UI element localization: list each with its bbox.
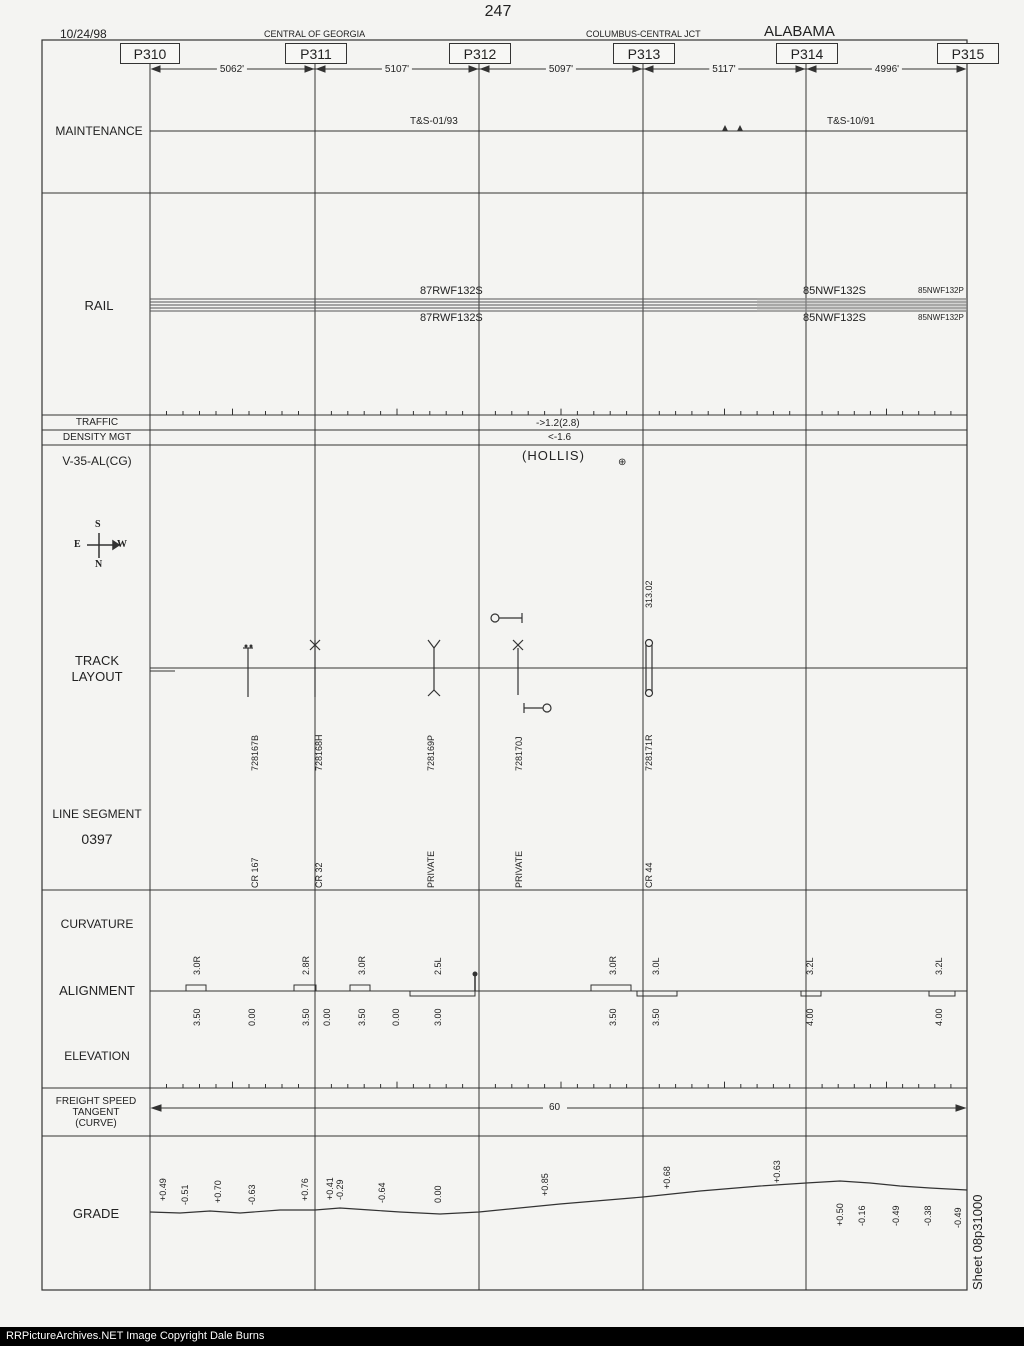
maintenance-entry: T&S-01/93	[410, 116, 458, 127]
elevation-value: 0.00	[391, 1008, 401, 1026]
elevation-value: 3.50	[608, 1008, 618, 1026]
rail-spec-lower: 85NWF132P	[918, 313, 964, 322]
elevation-value: 0.00	[322, 1008, 332, 1026]
grade-value: +0.70	[213, 1180, 223, 1203]
milepost-p310: P310	[120, 43, 180, 64]
section-tangent: TANGENT	[72, 1107, 120, 1118]
elevation-value: 4.00	[805, 1008, 815, 1026]
section-curve: (CURVE)	[75, 1118, 117, 1129]
section-layout: LAYOUT	[71, 669, 123, 684]
grade-value: -0.63	[247, 1184, 257, 1205]
section-curvature: CURVATURE	[60, 917, 134, 931]
curvature-value: 2.5L	[433, 957, 443, 975]
grade-value: -0.49	[953, 1207, 963, 1228]
section-track: TRACK	[74, 653, 120, 668]
subdivision-code: V-35-AL(CG)	[62, 454, 132, 468]
crossing-id: 728169P	[426, 734, 436, 771]
grade-value: -0.38	[923, 1205, 933, 1226]
milepost-p311: P311	[285, 43, 347, 64]
grade-value: +0.50	[835, 1203, 845, 1226]
crossing-id: 728170J	[514, 736, 524, 771]
grade-value: +0.49	[158, 1178, 168, 1201]
rail-spec-upper: 87RWF132S	[420, 285, 483, 297]
rail-spec-upper: 85NWF132P	[918, 286, 964, 295]
rail-band-shade	[757, 298, 967, 312]
crossing-id: 728168H	[314, 734, 324, 771]
rail-spec-lower: 85NWF132S	[803, 312, 866, 324]
station-name: (HOLLIS)	[522, 448, 585, 463]
crossing-road: CR 44	[644, 862, 654, 888]
section-line-segment: LINE SEGMENT	[52, 807, 142, 821]
section-freight-speed: FREIGHT SPEED	[55, 1096, 137, 1107]
maintenance-marker	[722, 125, 728, 131]
crossing-id: 728171R	[644, 734, 654, 771]
curvature-value: 3.0R	[192, 955, 202, 975]
section-density: DENSITY MGT	[62, 432, 132, 443]
grade-value: -0.64	[377, 1182, 387, 1203]
maintenance-marker	[737, 125, 743, 131]
curvature-value: 2.8R	[301, 955, 311, 975]
elevation-value: 3.50	[301, 1008, 311, 1026]
elevation-value: 3.00	[433, 1008, 443, 1026]
section-traffic: TRAFFIC	[75, 417, 119, 428]
grade-value: 0.00	[433, 1185, 443, 1203]
grade-value: -0.49	[891, 1205, 901, 1226]
milepost-p312: P312	[449, 43, 511, 64]
freight-ticks	[167, 1082, 951, 1088]
grade-value: +0.76	[300, 1178, 310, 1201]
rail-spec-upper: 85NWF132S	[803, 285, 866, 297]
grade-value: -0.29	[335, 1179, 345, 1200]
page-number: 247	[484, 3, 512, 20]
crossing-road: CR 167	[250, 857, 260, 888]
compass-south: S	[95, 519, 101, 530]
elevation-value: 4.00	[934, 1008, 944, 1026]
distance-label: 4996'	[872, 64, 902, 75]
curvature-value: 3.2L	[805, 957, 815, 975]
compass-north: N	[95, 559, 103, 570]
distance-label: 5107'	[382, 64, 412, 75]
outer-frame	[42, 40, 967, 1290]
freight-speed-value: 60	[549, 1102, 561, 1113]
copyright-bar: RRPictureArchives.NET Image Copyright Dale Burns	[0, 1327, 1024, 1346]
crossing-symbols	[243, 613, 653, 713]
elevation-value: 3.50	[651, 1008, 661, 1026]
compass-lines	[87, 533, 119, 558]
curvature-value: 3.0L	[651, 957, 661, 975]
sheet-id: Sheet 08p31000	[970, 1194, 985, 1290]
station-marker-icon: ⊕	[618, 457, 627, 468]
milepost-p315: P315	[937, 43, 999, 64]
traffic-ticks	[167, 409, 951, 415]
railroad-name: CENTRAL OF GEORGIA	[264, 29, 366, 39]
curvature-value: 3.0R	[608, 955, 618, 975]
grade-value: +0.85	[540, 1173, 550, 1196]
section-dividers	[42, 193, 967, 1136]
grade-value: +0.68	[662, 1166, 672, 1189]
curvature-value: 3.0R	[357, 955, 367, 975]
crossing-road: PRIVATE	[514, 850, 524, 888]
milepost-p314: P314	[776, 43, 838, 64]
compass-west: W	[117, 539, 127, 550]
crossing-road: CR 32	[314, 862, 324, 888]
maintenance-entry: T&S-10/91	[827, 116, 875, 127]
section-maintenance: MAINTENANCE	[55, 124, 143, 138]
junction-name: COLUMBUS-CENTRAL JCT	[586, 29, 701, 39]
section-grade: GRADE	[72, 1206, 120, 1221]
state-name: ALABAMA	[764, 23, 835, 40]
distance-label: 5062'	[217, 64, 247, 75]
distance-label: 5117'	[709, 64, 738, 75]
elevation-value: 0.00	[247, 1008, 257, 1026]
grade-value: +0.41	[325, 1177, 335, 1200]
section-rail: RAIL	[84, 298, 114, 313]
grade-value: -0.16	[857, 1205, 867, 1226]
distance-label: 5097'	[546, 64, 576, 75]
compass-east: E	[74, 539, 81, 550]
track-milepost-label: 313.02	[644, 580, 654, 608]
traffic-density-eastbound: ->1.2(2.8)	[536, 418, 580, 429]
elevation-value: 3.50	[192, 1008, 202, 1026]
curvature-value: 3.2L	[934, 957, 944, 975]
grade-value: +0.63	[772, 1160, 782, 1183]
milepost-p313: P313	[613, 43, 675, 64]
section-alignment: ALIGNMENT	[59, 983, 135, 998]
rail-spec-lower: 87RWF132S	[420, 312, 483, 324]
grade-value: -0.51	[180, 1184, 190, 1205]
line-segment-number: 0397	[81, 831, 113, 847]
traffic-density-westbound: <-1.6	[548, 432, 572, 443]
crossing-id: 728167B	[250, 734, 260, 771]
chart-date: 10/24/98	[60, 27, 107, 41]
section-elevation: ELEVATION	[64, 1049, 130, 1063]
elevation-value: 3.50	[357, 1008, 367, 1026]
crossing-road: PRIVATE	[426, 850, 436, 888]
